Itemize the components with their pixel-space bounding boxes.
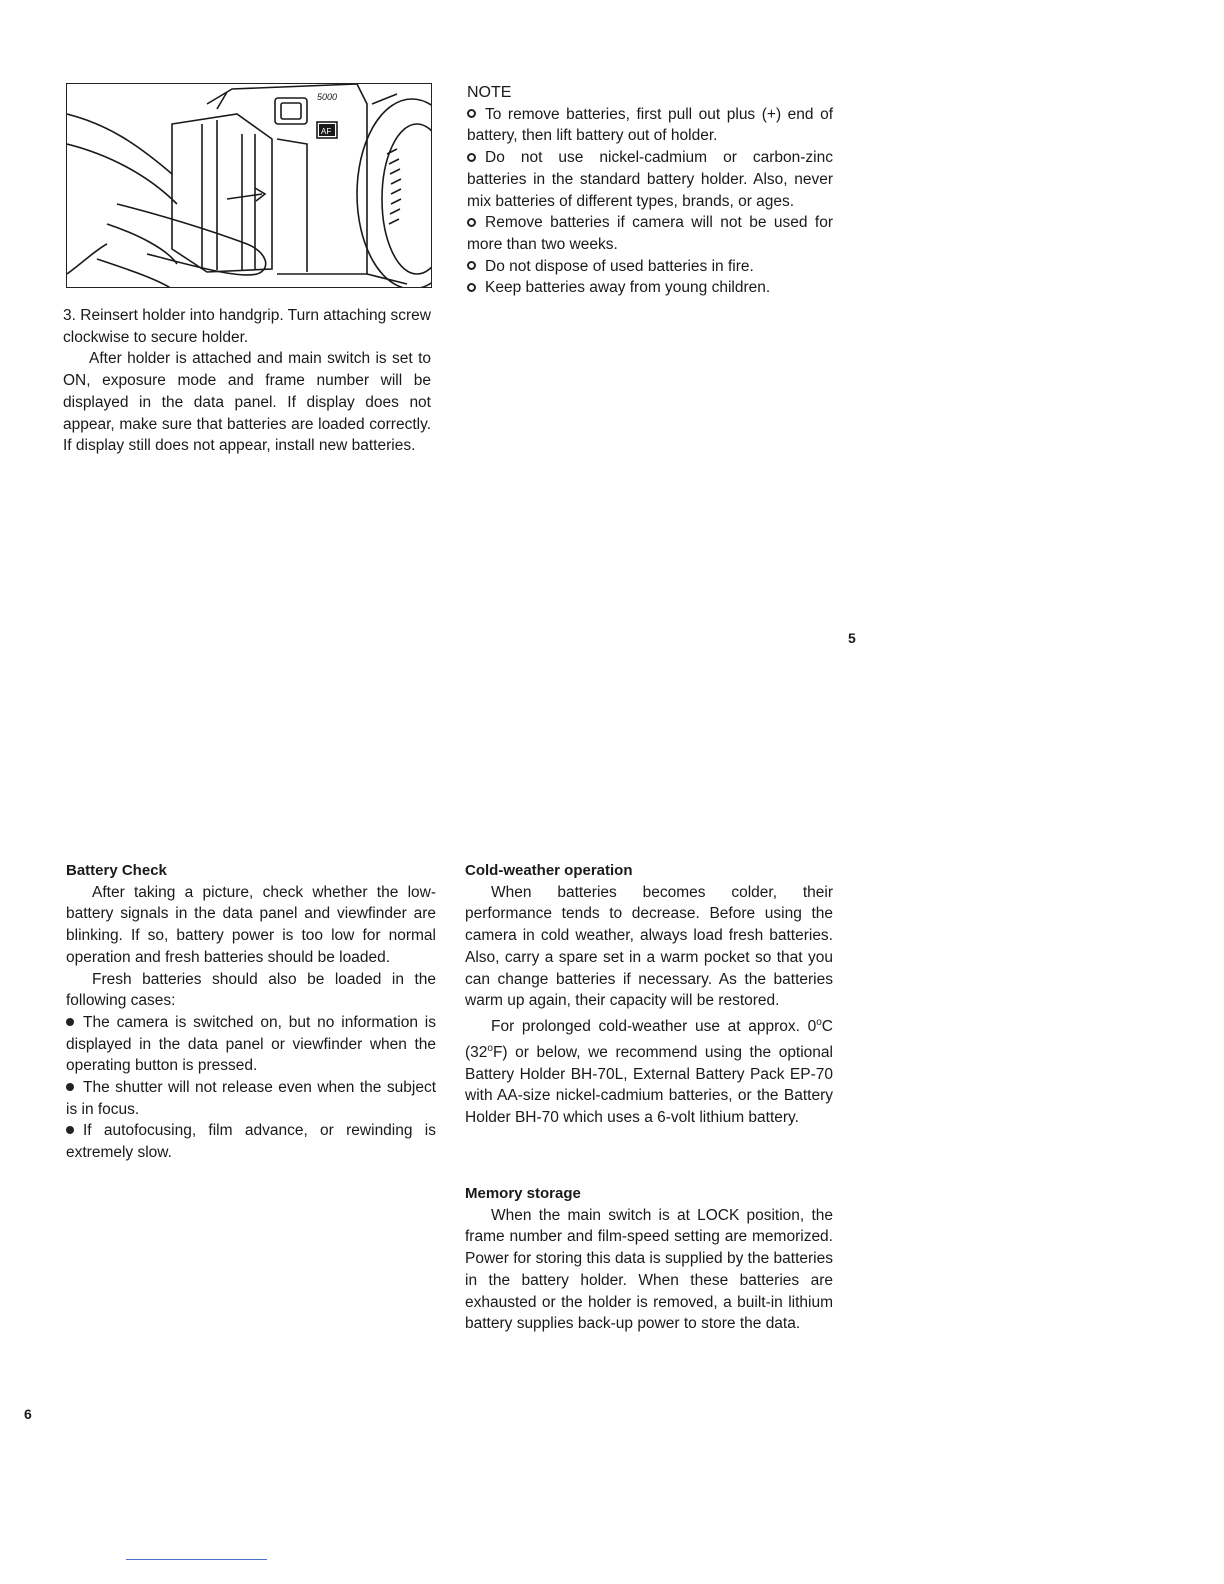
battery-check-section <box>66 860 436 1164</box>
bullet-icon <box>467 153 476 162</box>
bullet-icon <box>467 283 476 292</box>
bullet-icon <box>467 109 476 118</box>
bullet-icon <box>66 1083 74 1091</box>
memory-storage-paragraph: When the main switch is at LOCK position, the frame number and film-speed setting are memorized. Power for storing this data is supplied by the batteries in the battery holder. When these batteries are exhausted or the holder is removed, a built-in lithium battery supplies back-up power to store the data. <box>465 1206 833 1333</box>
battery-check-paragraph-2: Fresh batteries should also be loaded in the following cases: <box>66 970 436 1010</box>
model-label: 5000 <box>317 92 338 102</box>
page-number-5: 5 <box>848 630 856 646</box>
camera-illustration-drawing <box>67 84 432 288</box>
battery-check-bullet-3: If autofocusing, film advance, or rewinding is extremely slow. <box>66 1122 436 1162</box>
page-number-6: 6 <box>24 1406 32 1422</box>
cold-weather-heading: Cold-weather operation <box>465 862 633 879</box>
note-item-5: Keep batteries away from young children. <box>467 277 833 299</box>
battery-check-bullet-1: The camera is switched on, but no information is displayed in the data panel or viewfinder when the operating button is pressed. <box>66 1013 436 1075</box>
step3-text <box>63 305 431 348</box>
cold-weather-section <box>465 860 833 1129</box>
note-title: NOTE <box>467 84 512 101</box>
bullet-icon <box>66 1126 74 1134</box>
bullet-icon <box>66 1018 74 1026</box>
cold-weather-paragraph-1: When batteries becomes colder, their performance tends to decrease. Before using the camera in cold weather, always load fresh batteries. Also, carry a spare set in a warm pocket so that you can change batteries if necessary. As the batteries warm up again, their capacity will be restored. <box>465 883 833 1010</box>
memory-storage-heading: Memory storage <box>465 1185 581 1202</box>
memory-storage-section <box>465 1183 833 1335</box>
note-item-3: Remove batteries if camera will not be used for more than two weeks. <box>467 214 833 253</box>
step3-body: Reinsert holder into handgrip. Turn attaching screw clockwise to secure holder. <box>63 307 431 346</box>
note-item-1: To remove batteries, first pull out plus (+) end of battery, then lift battery out of holder. <box>467 105 833 145</box>
bullet-icon <box>467 218 476 227</box>
cold-weather-paragraph-2: For prolonged cold-weather use at approx. 0$^o$C (32$^o$F) or below, we recommend using the optional Battery Holder BH-70L, External Battery Pack EP-70 with AA-size nickel-cadmium batteries, or the Battery Holder BH-70 which uses a 6-volt lithium battery. <box>465 1016 833 1127</box>
battery-check-heading: Battery Check <box>66 862 167 879</box>
camera-battery-holder-illustration <box>66 83 432 288</box>
step3-section <box>63 305 431 457</box>
note-item-2: Do not use nickel-cadmium or carbon-zinc batteries in the standard battery holder. Also, never mix batteries of different types, brands, or ages. <box>467 149 833 210</box>
battery-check-bullet-2: The shutter will not release even when the subject is in focus. <box>66 1079 436 1118</box>
step3-paragraph-2: After holder is attached and main switch is set to ON, exposure mode and frame number will be displayed in the data panel. If display does not appear, make sure that batteries are loaded correctly. If display still does not appear, install new batteries. <box>63 350 431 455</box>
bottom-rule <box>126 1559 267 1560</box>
af-badge: AF <box>321 127 332 136</box>
note-item-4: Do not dispose of used batteries in fire. <box>467 256 833 278</box>
note-section <box>467 82 833 299</box>
battery-check-paragraph-1: After taking a picture, check whether the low-battery signals in the data panel and viewfinder are blinking. If so, battery power is too low for normal operation and fresh batteries should be loaded. <box>66 883 436 966</box>
step-number: 3. <box>63 307 76 324</box>
bullet-icon <box>467 261 476 270</box>
